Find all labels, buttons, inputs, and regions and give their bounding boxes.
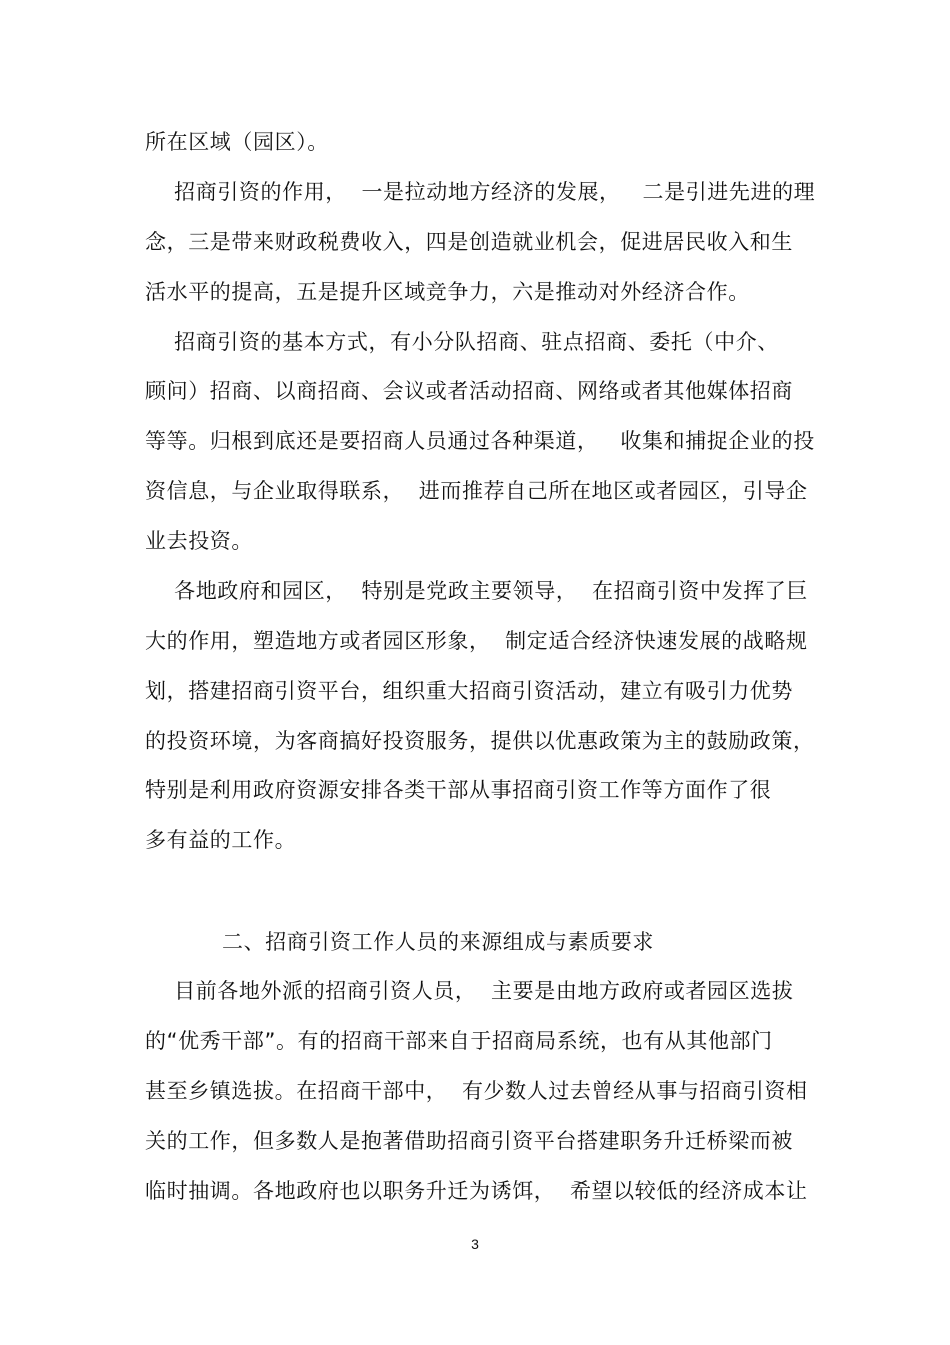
text-line: 划，搭建招商引资平台，组织重大招商引资活动，建立有吸引力优势	[145, 679, 793, 703]
text-line: 业去投资。	[145, 529, 253, 553]
text-line: 招商引资的基本方式，有小分队招商、驻点招商、委托（中介、	[145, 330, 779, 354]
text-line: 顾问）招商、以商招商、会议或者活动招商、网络或者其他媒体招商	[145, 379, 793, 403]
page-number: 3	[471, 1236, 479, 1252]
text-line: 的“优秀干部”。有的招商干部来自于招商局系统，也有从其他部门	[145, 1029, 773, 1053]
section-heading: 二、招商引资工作人员的来源组成与素质要求	[222, 930, 654, 954]
text-line: 多有益的工作。	[145, 828, 297, 852]
text-line: 临时抽调。各地政府也以职务升迁为诱饵， 希望以较低的经济成本让	[145, 1179, 808, 1203]
text-line: 甚至乡镇选拔。在招商干部中， 有少数人过去曾经从事与招商引资相	[145, 1079, 808, 1103]
text-line: 大的作用，塑造地方或者园区形象， 制定适合经济快速发展的战略规	[145, 629, 808, 653]
text-line: 的投资环境，为客商搞好投资服务，提供以优惠政策为主的鼓励政策，	[145, 729, 815, 753]
text-line: 资信息，与企业取得联系， 进而推荐自己所在地区或者园区，引导企	[145, 479, 808, 503]
text-line: 所在区域（园区）。	[145, 130, 329, 154]
text-line: 目前各地外派的招商引资人员， 主要是由地方政府或者园区选拔	[145, 979, 794, 1003]
text-line: 各地政府和园区， 特别是党政主要领导， 在招商引资中发挥了巨	[145, 579, 808, 603]
text-line: 特别是利用政府资源安排各类干部从事招商引资工作等方面作了很	[145, 778, 772, 802]
text-line: 关的工作，但多数人是抱著借助招商引资平台搭建职务升迁桥梁而被	[145, 1129, 793, 1153]
text-line: 等等。归根到底还是要招商人员通过各种渠道， 收集和捕捉企业的投	[145, 429, 815, 453]
text-line: 念，三是带来财政税费收入，四是创造就业机会，促进居民收入和生	[145, 230, 793, 254]
text-line: 活水平的提高，五是提升区域竞争力，六是推动对外经济合作。	[145, 280, 750, 304]
text-line: 招商引资的作用， 一是拉动地方经济的发展， 二是引进先进的理	[145, 180, 816, 204]
